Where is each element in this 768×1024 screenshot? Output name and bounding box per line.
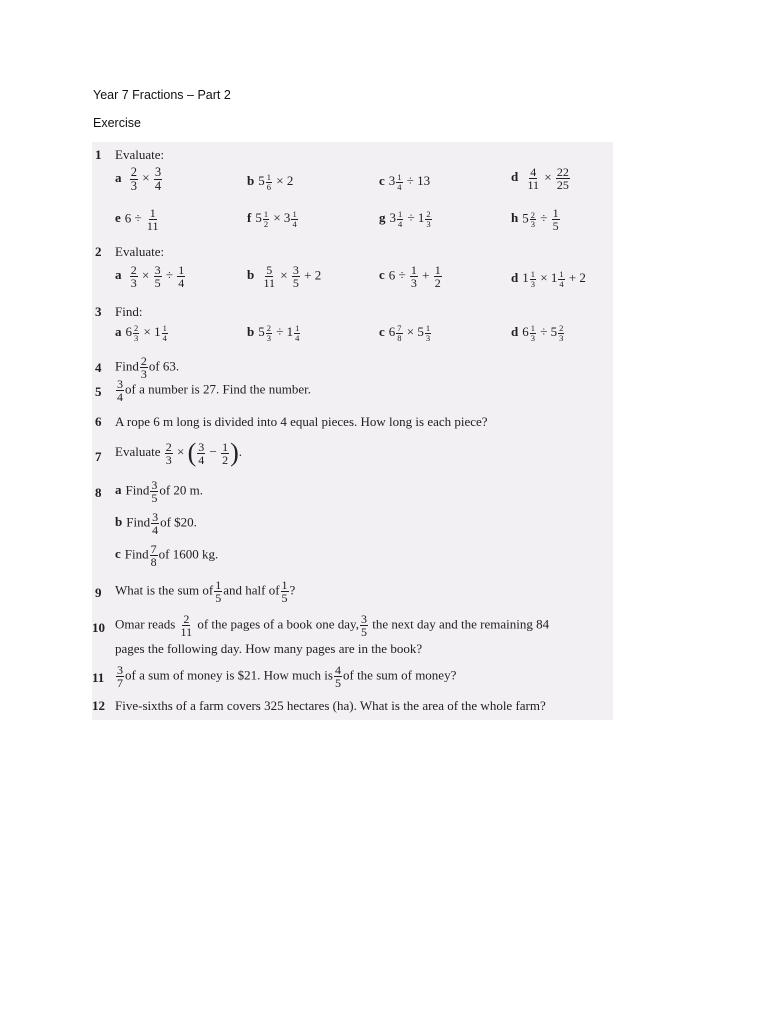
question-number: 10 — [92, 620, 105, 635]
question-text: Evaluate $\frac{2}{3}$ × ( $\frac{3}{4}$ − $\frac{1}{2}$ ). — [115, 438, 243, 467]
q1-item-f: f 5 $\frac{1}{2}$ × 3 $\frac{1}{4}$ — [247, 209, 297, 229]
question-text-line-2: pages the following day. How many pages are in the book? — [115, 641, 423, 656]
q1-item-d: d $\frac{4}{11}$ × $\frac{22}{25}$ — [511, 165, 569, 192]
question-number: 1 — [95, 147, 102, 162]
q2-item-b: b $\frac{5}{11}$ × $\frac{3}{5}$ + 2 — [247, 263, 322, 290]
question-number: 8 — [95, 485, 102, 500]
q3-item-c: c 6 $\frac{7}{8}$ × 5 $\frac{1}{3}$ — [379, 323, 431, 343]
q3-item-b: b 5 $\frac{2}{3}$ ÷ 1 $\frac{1}{4}$ — [247, 323, 300, 343]
q8-item-c: c Find $\frac{7}{8}$ of 1600 kg. — [115, 542, 219, 569]
question-text: Evaluate: — [115, 244, 165, 259]
question-number: 11 — [92, 670, 105, 685]
q1-item-g: g 3 $\frac{1}{4}$ ÷ 1 $\frac{2}{3}$ — [379, 209, 431, 229]
document-subtitle: Exercise — [93, 116, 141, 130]
q2-item-d: d 1 $\frac{1}{3}$ × 1 $\frac{1}{4}$ + 2 — [511, 269, 586, 289]
q1-item-c: c 3 $\frac{1}{4}$ ÷ 13 — [379, 172, 431, 192]
q1-item-a: a $\frac{2}{3}$ × $\frac{3}{4}$ — [115, 165, 162, 193]
q8-item-a: a Find $\frac{3}{5}$ of 20 m. — [115, 478, 204, 505]
question-text: A rope 6 m long is divided into 4 equal pieces. How long is each piece? — [115, 414, 488, 429]
question-number: 3 — [95, 304, 102, 319]
question-text: Omar reads $\frac{2}{11}$ of the pages of a book one day, $\frac{3}{5}$ the next day and the remaining 84 — [115, 612, 550, 639]
question-text: Find $\frac{2}{3}$ of 63. — [115, 354, 180, 381]
document-title: Year 7 Fractions – Part 2 — [93, 88, 231, 102]
question-number: 12 — [92, 698, 105, 713]
q1-item-b: b 5 $\frac{1}{6}$ × 2 — [247, 172, 294, 192]
question-text: $\frac{3}{7}$ of a sum of money is $21. How much is $\frac{4}{5}$ of the sum of money? — [117, 663, 457, 690]
question-number: 7 — [95, 449, 102, 464]
question-text: $\frac{3}{4}$ of a number is 27. Find the number. — [117, 377, 311, 404]
question-number: 5 — [95, 384, 102, 399]
q2-item-c: c 6 ÷ $\frac{1}{3}$ + $\frac{1}{2}$ — [379, 263, 441, 290]
question-number: 6 — [95, 414, 102, 429]
q2-item-a: a $\frac{2}{3}$ × $\frac{3}{5}$ ÷ $\frac{1}{4}$ — [115, 263, 185, 290]
question-number: 4 — [95, 360, 102, 375]
question-text: What is the sum of $\frac{1}{5}$ and half of $\frac{1}{5}$ ? — [115, 578, 296, 605]
q1-item-e: e 6 ÷ $\frac{1}{11}$ — [115, 206, 159, 233]
q3-item-d: d 6 $\frac{1}{3}$ ÷ 5 $\frac{2}{3}$ — [511, 323, 564, 343]
question-number: 9 — [95, 585, 102, 600]
question-number: 2 — [95, 244, 102, 259]
exercise-image — [92, 142, 613, 720]
question-text: Five-sixths of a farm covers 325 hectares (ha). What is the area of the whole farm? — [115, 698, 546, 713]
question-text: Evaluate: — [115, 147, 165, 162]
q8-item-b: b Find $\frac{3}{4}$ of $20. — [115, 510, 197, 537]
question-text: Find: — [115, 304, 143, 319]
q1-item-h: h 5 $\frac{2}{3}$ ÷ $\frac{1}{5}$ — [511, 206, 559, 233]
q3-item-a: a 6 $\frac{2}{3}$ × 1 $\frac{1}{4}$ — [115, 323, 167, 343]
